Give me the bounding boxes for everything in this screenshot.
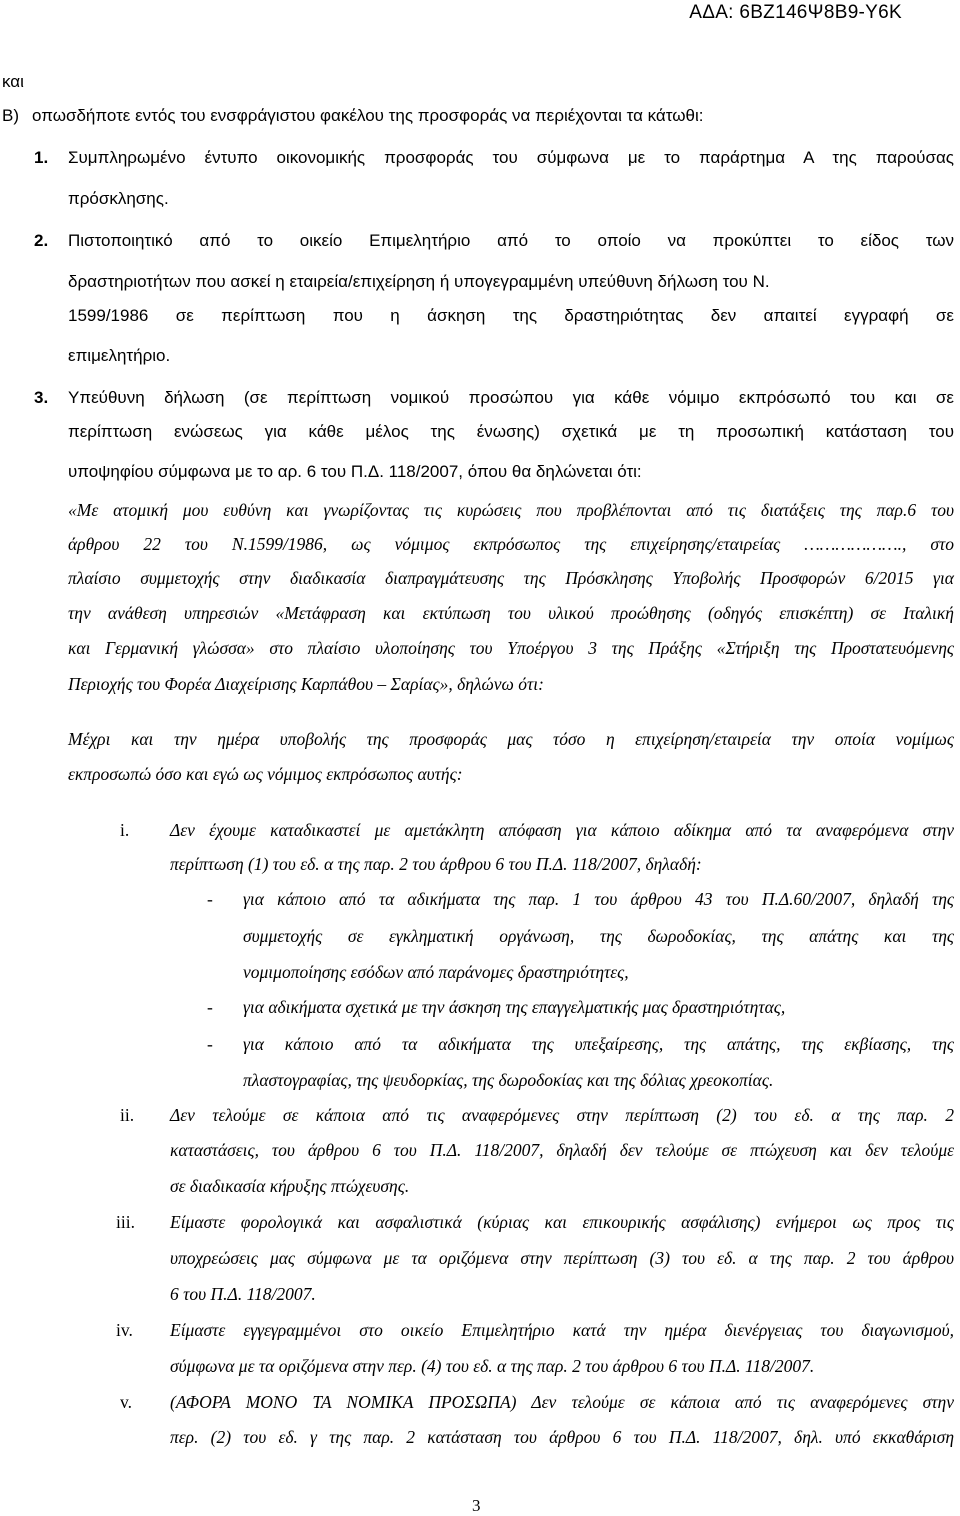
roman-v-line-1: (ΑΦΟΡΑ ΜΟΝΟ ΤΑ ΝΟΜΙΚΑ ΠΡΟΣΩΠΑ) Δεν τελούμε σε κάποια από τις αναφερόμενες στην [170, 1392, 954, 1412]
item-number-3: 3. [34, 388, 49, 407]
dash-1-line-1: για κάποιο από τα αδικήματα της παρ. 1 του άρθρου 43 του Π.Δ.60/2007, δηλαδή της [243, 889, 954, 909]
roman-iii-line-2: υποχρεώσεις μας σύμφωνα με τα οριζόμενα στην περίπτωση (3) του εδ. α της παρ. 2 του άρθρου [170, 1248, 954, 1268]
item-number-2: 2. [34, 231, 49, 250]
declaration-line-3: πλαίσιο συμμετοχής στην διαδικασία διαπραγμάτευσης της Πρόσκλησης Υποβολής Προσφορών 6/2015 για [68, 568, 954, 588]
item-2-line-4: επιμελητήριο. [68, 346, 171, 365]
declaration-line-6: Περιοχής του Φορέα Διαχείρισης Καρπάθου – Σαρίας», δηλώνω ότι: [68, 674, 544, 694]
item-3-line-3: υποψηφίου σύμφωνα με το αρ. 6 του Π.Δ. 118/2007, όπου θα δηλώνεται ότι: [68, 462, 642, 481]
roman-i-line-2: περίπτωση (1) του εδ. α της παρ. 2 του άρθρου 6 του Π.Δ. 118/2007, δηλαδή: [170, 854, 702, 874]
dash-bullet-3: - [207, 1034, 213, 1054]
item-2-line-3: 1599/1986 σε περίπτωση που η άσκηση της δραστηριότητας δεν απαιτεί εγγραφή σε [68, 306, 954, 325]
roman-iii-line-1: Είμαστε φορολογικά και ασφαλιστικά (κύριας και επικουρικής ασφάλισης) ενήμεροι ως προς τις [170, 1212, 954, 1232]
item-1-line-2: πρόσκλησης. [68, 189, 169, 208]
roman-ii-line-3: σε διαδικασία κήρυξης πτώχευσης. [170, 1176, 410, 1196]
roman-ii-line-1: Δεν τελούμε σε κάποια από τις αναφερόμενες στην περίπτωση (2) του εδ. α της παρ. 2 [170, 1105, 954, 1125]
kai-text: και [2, 72, 24, 91]
dash-1-line-3: νομιμοποίησης εσόδων από παράνομες δραστηριότητες, [243, 962, 629, 982]
roman-numeral-i: i. [120, 820, 130, 840]
dash-bullet-2: - [207, 997, 213, 1017]
roman-v-line-2: περ. (2) του εδ. γ της παρ. 2 κατάσταση του άρθρου 6 του Π.Δ. 118/2007, δηλ. υπό εκκαθάριση [170, 1427, 954, 1447]
roman-i-line-1: Δεν έχουμε καταδικαστεί με αμετάκλητη απόφαση για κάποιο αδίκημα από τα αναφερόμενα στην [170, 820, 954, 840]
dash-bullet-1: - [207, 889, 213, 909]
roman-numeral-iii: iii. [116, 1212, 135, 1232]
declaration-line-4: την ανάθεση υπηρεσιών «Μετάφραση και εκτύπωση του υλικού προώθησης (οδηγός επισκέπτη) σε Ιταλική [68, 603, 954, 623]
declaration-line-1: «Με ατομική μου ευθύνη και γνωρίζοντας τις κυρώσεις που προβλέπονται από τις διατάξεις της παρ.6 του [68, 500, 954, 520]
item-3-line-1: Υπεύθυνη δήλωση (σε περίπτωση νομικού προσώπου για κάθε νόμιμο εκπρόσωπό του και σε [68, 388, 954, 407]
item-2-line-2: δραστηριοτήτων που ασκεί η εταιρεία/επιχείρηση ή υπογεγραμμένη υπεύθυνη δήλωση του Ν. [68, 272, 770, 291]
declaration-main-line-1: Μέχρι και την ημέρα υποβολής της προσφοράς μας τόσο η επιχείρηση/εταιρεία την οποία νομίμως [68, 729, 954, 749]
item-2-line-1: Πιστοποιητικό από το οικείο Επιμελητήριο από το οποίο να προκύπτει το είδος των [68, 231, 954, 250]
declaration-line-5: και Γερμανική γλώσσα» στο πλαίσιο υλοποίησης του Υποέργου 3 της Πράξης «Στήριξη της Προστατευόμενης [68, 638, 954, 658]
dash-3-line-2: πλαστογραφίας, της ψευδορκίας, της δωροδοκίας και της δόλιας χρεοκοπίας. [243, 1070, 774, 1090]
item-number-1: 1. [34, 148, 49, 167]
roman-iv-line-2: σύμφωνα με τα οριζόμενα στην περ. (4) του εδ. α της παρ. 2 του άρθρου 6 του Π.Δ. 118/2007. [170, 1356, 815, 1376]
ada-code: ΑΔΑ: 6ΒΖ146Ψ8Β9-Υ6Κ [689, 2, 902, 23]
roman-numeral-v: v. [120, 1392, 132, 1412]
roman-iv-line-1: Είμαστε εγγεγραμμένοι στο οικείο Επιμελητήριο κατά την ημέρα διενέργειας του διαγωνισμού, [170, 1320, 954, 1340]
declaration-main-line-2: εκπροσωπώ όσο και εγώ ως νόμιμος εκπρόσωπος αυτής: [68, 764, 463, 784]
roman-numeral-ii: ii. [120, 1105, 135, 1125]
declaration-line-2: άρθρου 22 του Ν.1599/1986, ως νόμιμος εκπρόσωπος της επιχείρησης/εταιρείας ………………., στο [68, 534, 954, 554]
section-b-label: Β) [2, 106, 19, 125]
item-3-line-2: περίπτωση ενώσεως για κάθε μέλος της ένωσης) σχετικά με τη προσωπική κατάσταση του [68, 422, 954, 441]
section-b-text: οπωσδήποτε εντός του ενσφράγιστου φακέλου της προσφοράς να περιέχονται τα κάτωθι: [32, 106, 704, 125]
page-number: 3 [472, 1496, 481, 1515]
dash-3-line-1: για κάποιο από τα αδικήματα της υπεξαίρεσης, της απάτης, της εκβίασης, της [243, 1034, 954, 1054]
roman-ii-line-2: καταστάσεις, του άρθρου 6 του Π.Δ. 118/2007, δηλαδή δεν τελούμε σε πτώχευση και δεν τελούμε [170, 1140, 954, 1160]
roman-numeral-iv: iv. [116, 1320, 133, 1340]
roman-iii-line-3: 6 του Π.Δ. 118/2007. [170, 1284, 316, 1304]
item-1-line-1: Συμπληρωμένο έντυπο οικονομικής προσφοράς του σύμφωνα με το παράρτημα Α της παρούσας [68, 148, 954, 167]
dash-2-line-1: για αδικήματα σχετικά με την άσκηση της επαγγελματικής μας δραστηριότητας, [243, 997, 786, 1017]
dash-1-line-2: συμμετοχής σε εγκληματική οργάνωση, της δωροδοκίας, της απάτης και της [243, 926, 954, 946]
